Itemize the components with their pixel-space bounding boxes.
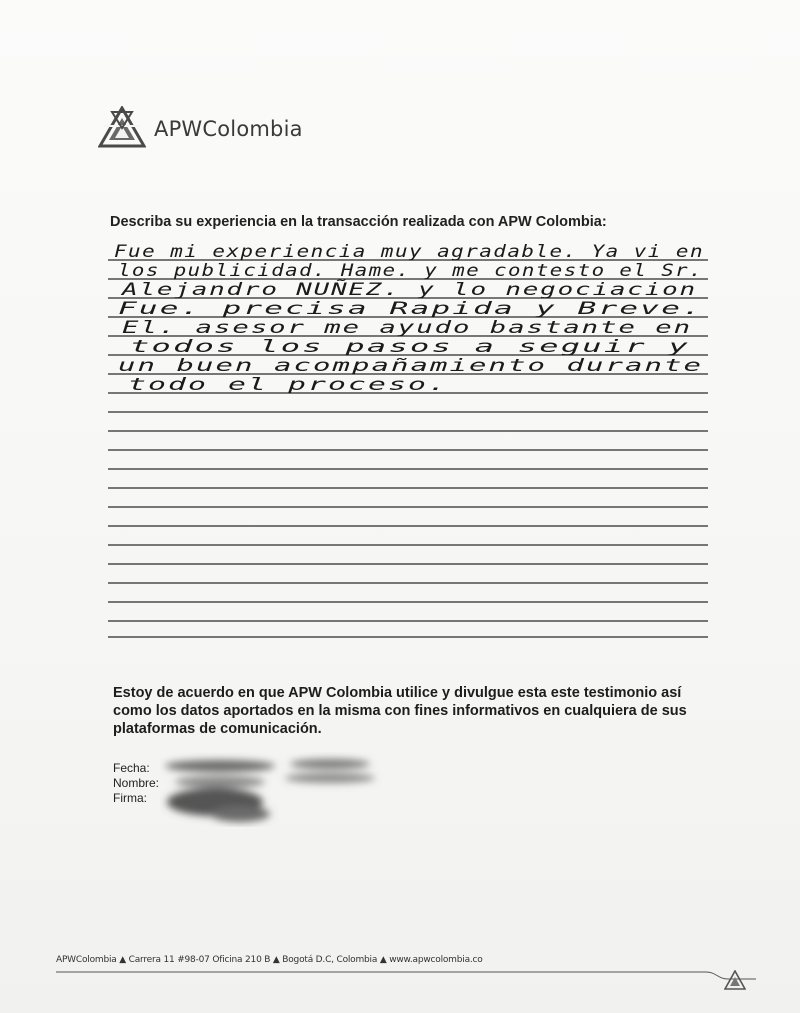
handwritten-answer-area (108, 238, 708, 638)
consent-statement: Estoy de acuerdo en que APW Colombia utilice y divulgue esta este testimonio así como los datos aportados en la misma con fines informativos en cualquiera de sus plataformas de comunicación. (113, 685, 687, 737)
answer-line-4: Fue. precisa Rapida y Breve. (118, 299, 703, 319)
experience-question: Describa su experiencia en la transacción realizada con APW Colombia: (110, 214, 607, 230)
redacted-personal-data (160, 752, 390, 827)
answer-line-7: un buen acompañamiento durante (118, 356, 703, 376)
answer-line-1: Fue mi experiencia muy agradable. Ya vi en (114, 242, 704, 262)
brand-logo (98, 106, 303, 152)
footer-divider (56, 966, 756, 980)
answer-line-6: todos los pasos a seguir y (130, 337, 690, 357)
firma-label: Firma: (113, 791, 147, 805)
fecha-label: Fecha: (113, 761, 150, 775)
answer-line-5: El. asesor me ayudo bastante en (122, 318, 692, 338)
brand-name: APWColombia (154, 117, 303, 141)
footer-address: APWColombia ▲ Carrera 11 #98-07 Oficina 210 B ▲ Bogotá D.C, Colombia ▲ www.apwcolombia.co (56, 955, 483, 965)
signature-fields (113, 761, 159, 806)
answer-line-3: Alejandro NUÑEZ. y lo negociacion (122, 280, 500, 300)
answer-line-8: todo el proceso. (128, 375, 448, 395)
footer-logo-icon (724, 970, 746, 992)
nombre-label: Nombre: (113, 776, 160, 790)
answer-line-2: los publicidad. Hame. y me contesto el Sr. (118, 261, 703, 281)
apw-triangle-logo-icon (98, 106, 146, 152)
